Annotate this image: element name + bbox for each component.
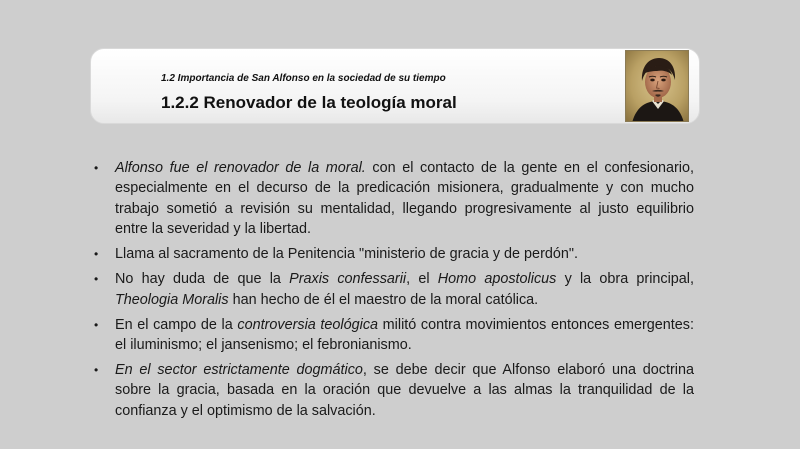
bullet-marker: • <box>94 317 99 332</box>
saint-portrait-icon <box>626 51 689 122</box>
bullet-marker: • <box>94 161 99 175</box>
bullet-5-emphasis: En el sector estrictamente dogmático <box>115 362 363 379</box>
bullet-3-text-3: y la obra principal, <box>556 271 695 288</box>
header-card <box>90 48 700 124</box>
section-subtitle: 1.2 Importancia de San Alfonso en la sociedad de su tiempo <box>161 73 446 84</box>
bullet-item-4 <box>92 315 694 356</box>
bullet-1-text: con el contacto de la gente en el confesionario, especialmente en el decurso de la predicación misionera, gradualmente y con mucho trabajo sometió a revisión su mentalidad, llegando progresivamente al justo equilibrio entre la severidad y la libertad. <box>115 160 695 238</box>
bullet-3-work-1: Praxis confessarii <box>289 271 407 288</box>
portrait-image <box>625 50 689 122</box>
bullet-content <box>92 158 694 426</box>
bullet-marker: • <box>94 363 99 378</box>
bullet-1-emphasis: Alfonso fue el renovador de la moral. <box>115 160 366 176</box>
bullet-5-text: , se debe decir que Alfonso elaboró una doctrina sobre la gracia, basada en la oración que devuelve a las almas la tranquilidad de la confianza y el optimismo de la salvación. <box>115 362 694 419</box>
slide-title: 1.2.2 Renovador de la teología moral <box>161 93 457 112</box>
bullet-3-work-3: Theologia Moralis <box>115 291 229 308</box>
bullet-list <box>92 158 694 421</box>
bullet-item-2 <box>92 244 694 264</box>
bullet-item-1 <box>92 158 694 240</box>
bullet-item-3 <box>92 269 694 310</box>
bullet-marker: • <box>94 272 99 287</box>
bullet-3-text-1: No hay duda de que la <box>115 271 290 288</box>
bullet-item-5 <box>92 360 694 421</box>
bullet-3-text-2: , el <box>406 271 438 288</box>
bullet-4-text-1: En el campo de la <box>115 316 238 333</box>
bullet-2-text: Llama al sacramento de la Penitencia "ministerio de gracia y de perdón". <box>115 246 578 263</box>
bullet-3-work-2: Homo apostolicus <box>437 271 557 288</box>
bullet-3-text-4: han hecho de él el maestro de la moral católica. <box>228 291 539 308</box>
bullet-marker: • <box>94 247 99 262</box>
bullet-4-emphasis: controversia teológica <box>237 316 379 333</box>
bullet-4-text-2: militó contra movimientos entonces emergentes: el iluminismo; el jansenismo; el febronianismo. <box>115 316 694 354</box>
